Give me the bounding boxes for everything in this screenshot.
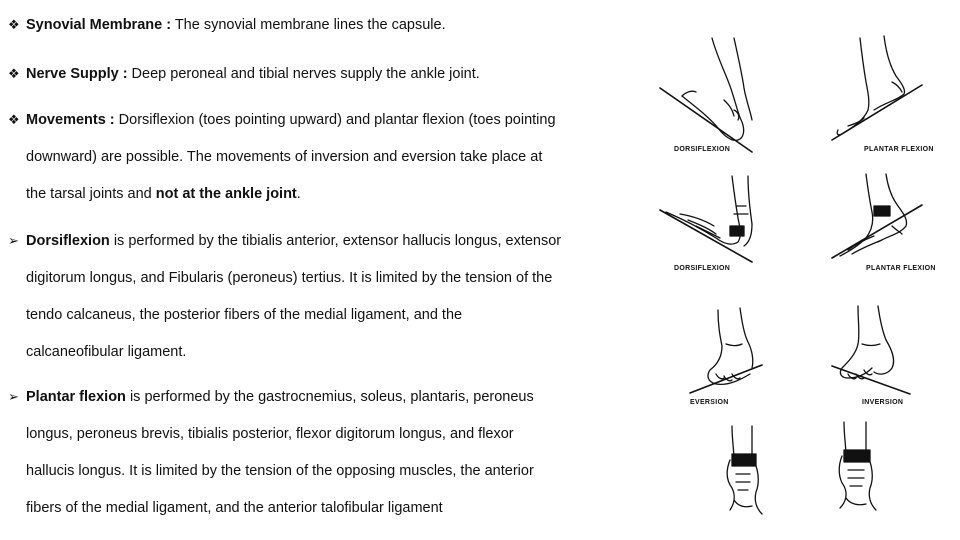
posterior-inversion-illustration bbox=[839, 422, 876, 510]
nerve-term: Nerve Supply : bbox=[26, 66, 128, 82]
plantar-flexion-paragraph bbox=[8, 378, 648, 527]
nerve-supply-paragraph bbox=[8, 55, 648, 93]
diamond-bullet-icon: ❖ bbox=[8, 112, 20, 127]
synovial-term: Synovial Membrane : bbox=[26, 17, 172, 33]
plantar-line-2: longus, peroneus brevis, tibialis posterior, flexor digitorum longus, and flexor bbox=[26, 426, 514, 442]
movements-line-3 bbox=[8, 176, 648, 213]
dorsiflexion-line-1: is performed by the tibialis anterior, extensor hallucis longus, extensor bbox=[109, 233, 562, 249]
dorsiflexion-mid-illustration bbox=[660, 176, 752, 262]
dorsiflexion-term: Dorsiflexion bbox=[26, 233, 110, 249]
arrow-bullet-icon: ➢ bbox=[8, 389, 19, 404]
movements-paragraph bbox=[8, 101, 648, 213]
label-plantar-mid: PLANTAR FLEXION bbox=[866, 265, 936, 272]
movements-line-3c: . bbox=[296, 186, 301, 202]
movements-line-2: downward) are possible. The movements of inversion and eversion take place at bbox=[26, 149, 543, 165]
plantar-line-4: fibers of the medial ligament, and the anterior talofibular ligament bbox=[26, 500, 443, 516]
inversion-illustration bbox=[832, 306, 910, 394]
label-eversion: EVERSION bbox=[690, 399, 729, 406]
movements-emphasis: not at the ankle joint bbox=[155, 186, 297, 202]
plantar-flexion-top-illustration bbox=[832, 36, 922, 140]
nerve-text: Deep peroneal and tibial nerves supply the ankle joint. bbox=[127, 66, 480, 82]
dorsiflexion-line-2: digitorum longus, and Fibularis (peroneus) tertius. It is limited by the tension of the bbox=[26, 270, 553, 286]
movements-line-3a: the tarsal joints and bbox=[26, 186, 156, 202]
movements-line-1: Dorsiflexion (toes pointing upward) and plantar flexion (toes pointing bbox=[114, 112, 556, 128]
dorsiflexion-top-illustration bbox=[660, 38, 752, 152]
label-plantar-top: PLANTAR FLEXION bbox=[864, 146, 934, 153]
plantar-line-1: is performed by the gastrocnemius, soleus, plantaris, peroneus bbox=[125, 389, 534, 405]
label-inversion: INVERSION bbox=[862, 399, 904, 406]
movements-term: Movements : bbox=[26, 112, 115, 128]
plantar-term: Plantar flexion bbox=[26, 389, 126, 405]
diamond-bullet-icon: ❖ bbox=[8, 17, 20, 32]
plantar-flexion-mid-illustration bbox=[832, 174, 922, 258]
synovial-membrane-paragraph bbox=[8, 6, 648, 44]
synovial-text: The synovial membrane lines the capsule. bbox=[171, 17, 446, 33]
posterior-eversion-illustration bbox=[727, 426, 762, 514]
eversion-illustration bbox=[690, 308, 762, 393]
label-dorsiflexion-mid: DORSIFLEXION bbox=[674, 265, 731, 272]
label-dorsiflexion-top: DORSIFLEXION bbox=[674, 146, 731, 153]
dorsiflexion-paragraph bbox=[8, 222, 648, 371]
ankle-movements-figure bbox=[652, 30, 952, 530]
dorsiflexion-line-3: tendo calcaneus, the posterior fibers of the medial ligament, and the bbox=[26, 307, 463, 323]
diamond-bullet-icon: ❖ bbox=[8, 66, 20, 81]
arrow-bullet-icon: ➢ bbox=[8, 233, 19, 248]
dorsiflexion-line-4: calcaneofibular ligament. bbox=[26, 344, 187, 360]
plantar-line-3: hallucis longus. It is limited by the tension of the opposing muscles, the anterior bbox=[26, 463, 534, 479]
